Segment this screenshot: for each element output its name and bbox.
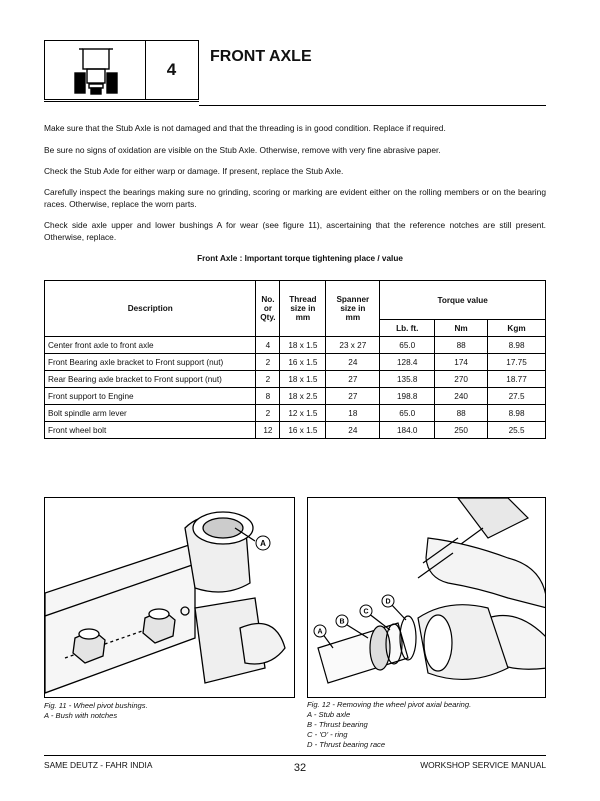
section-number: 4	[166, 60, 177, 79]
title-underline	[199, 105, 546, 106]
paragraph-2: Be sure no signs of oxidation are visible on the Stub Axle. Otherwise, remove with very fine abrasive paper.	[44, 145, 441, 155]
header-description: Description	[45, 281, 256, 337]
figure-12-caption: Fig. 12 - Removing the wheel pivot axial bearing. A - Stub axle B - Thrust bearing C - 'O' - ring D - Thrust bearing race	[307, 700, 472, 749]
figure-12-label-a: A	[317, 628, 323, 636]
figure-11-illustration	[44, 497, 295, 698]
footer-left: SAME DEUTZ - FAHR INDIA	[44, 760, 153, 770]
footer-right: WORKSHOP SERVICE MANUAL	[420, 760, 546, 770]
figure-12-label-d: D	[385, 598, 391, 606]
table-title: Front Axle : Important torque tightening place / value	[197, 254, 403, 263]
header-torque: Torque value	[380, 281, 546, 320]
section-header-box	[44, 40, 199, 100]
paragraph-4: Carefully inspect the bearings making sure no grinding, scoring or marking are evident either on the rolling members or on the bearing races. Otherwise, replace the worn parts.	[44, 187, 546, 209]
paragraph-1: Make sure that the Stub Axle is not damaged and that the threading is in good condition. Replace if required.	[44, 123, 446, 133]
page-title: FRONT AXLE	[210, 48, 312, 65]
header-spanner: Spanner size in mm	[326, 281, 380, 337]
header-qty: No. or Qty.	[256, 281, 280, 337]
figure-11-caption: Fig. 11 - Wheel pivot bushings. A - Bush with notches	[44, 701, 148, 720]
footer-rule	[44, 755, 546, 756]
figure-11-label-a: A	[260, 539, 266, 548]
figure-12-illustration	[307, 497, 546, 698]
tractor-icon-cell	[45, 41, 146, 99]
table-row: Front wheel bolt 12 16 x 1.5 24 184.0 250 25.5	[45, 422, 546, 439]
table-row: Bolt spindle arm lever 2 12 x 1.5 18 65.0 88 8.98	[45, 405, 546, 422]
header-thread: Thread size in mm	[280, 281, 326, 337]
figure-12-label-b: B	[339, 618, 345, 626]
table-row: Front support to Engine 8 18 x 2.5 27 198.8 240 27.5	[45, 388, 546, 405]
tractor-icon	[45, 41, 145, 99]
table-row: Rear Bearing axle bracket to Front support (nut) 2 18 x 1.5 27 135.8 270 18.77	[45, 371, 546, 388]
header-kgm: Kgm	[488, 320, 546, 337]
figure-12-label-c: C	[363, 608, 369, 616]
header-lbft: Lb. ft.	[380, 320, 435, 337]
paragraph-3: Check the Stub Axle for either warp or damage. If present, replace the Stub Axle.	[44, 166, 344, 176]
table-row: Center front axle to front axle 4 18 x 1.5 23 x 27 65.0 88 8.98	[45, 337, 546, 354]
header-box-bottom-rule	[44, 101, 199, 102]
header-nm: Nm	[435, 320, 488, 337]
torque-table	[44, 280, 546, 439]
paragraph-5: Check side axle upper and lower bushings A for wear (see figure 11), ascertaining that the reference notches are still present. Otherwise, replace.	[44, 220, 546, 242]
table-row: Front Bearing axle bracket to Front support (nut) 2 16 x 1.5 24 128.4 174 17.75	[45, 354, 546, 371]
page-number: 32	[293, 762, 307, 774]
